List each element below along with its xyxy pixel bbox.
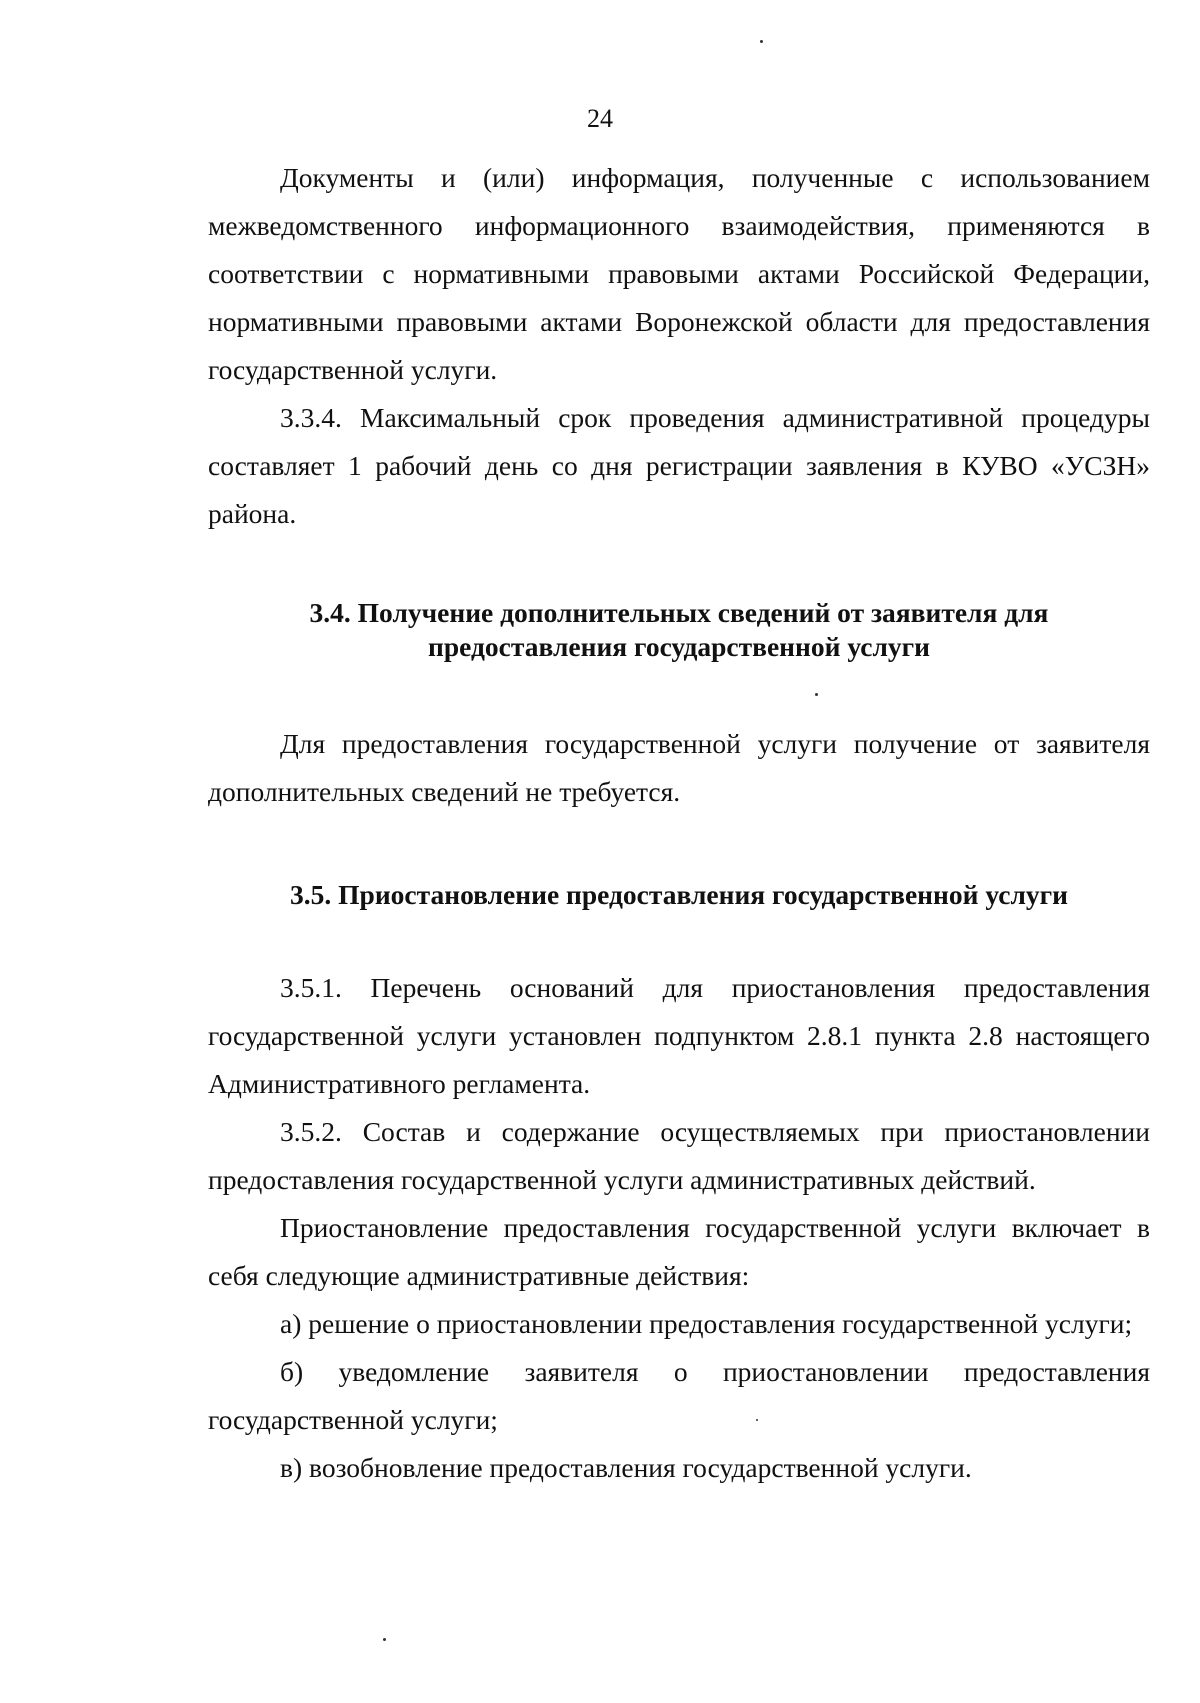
section-3-4-heading-line-2: предоставления государственной услуги [428, 631, 930, 662]
paragraph-3-3-4: 3.3.4. Максимальный срок проведения административной процедуры составляет 1 рабочий день со дня регистрации заявления в КУВО «УСЗН» района. [208, 402, 1150, 529]
paragraph-3-5-1: 3.5.1. Перечень оснований для приостановления предоставления государственной услуги установлен подпунктом 2.8.1 пункта 2.8 настоящего Административного регламента. [208, 972, 1150, 1099]
paragraph-interdepartmental-documents: Документы и (или) информация, полученные с использованием межведомственного информационного взаимодействия, применяются в соответствии с нормативными правовыми актами Российской Федерации, нормативными правовыми актами Воронежской области для предоставления государственной услуги. [208, 162, 1150, 385]
document-body [208, 154, 1150, 1492]
page-number: 24 [587, 104, 613, 133]
paragraph-suspension-actions: Приостановление предоставления государственной услуги включает в себя следующие административные действия: [208, 1212, 1150, 1291]
scan-speck-middle [815, 693, 818, 696]
scan-speck-bottom [383, 1638, 386, 1641]
paragraph-3-4-text: Для предоставления государственной услуги получение от заявителя дополнительных сведений не требуется. [208, 728, 1150, 807]
section-3-4-heading-block [208, 596, 1150, 664]
scan-speck-list [756, 1419, 758, 1421]
section-3-4-heading-line-1: 3.4. Получение дополнительных сведений от заявителя для [309, 597, 1049, 628]
list-item-b: б) уведомление заявителя о приостановлении предоставления государственной услуги; [208, 1356, 1150, 1435]
list-item-v: в) возобновление предоставления государственной услуги. [280, 1452, 972, 1483]
scan-speck-top [760, 40, 763, 43]
paragraph-3-5-2: 3.5.2. Состав и содержание осуществляемых при приостановлении предоставления государственной услуги административных действий. [208, 1116, 1150, 1195]
list-item-a: а) решение о приостановлении предоставления государственной услуги; [280, 1308, 1133, 1339]
section-3-5-heading: 3.5. Приостановление предоставления государственной услуги [290, 879, 1068, 910]
